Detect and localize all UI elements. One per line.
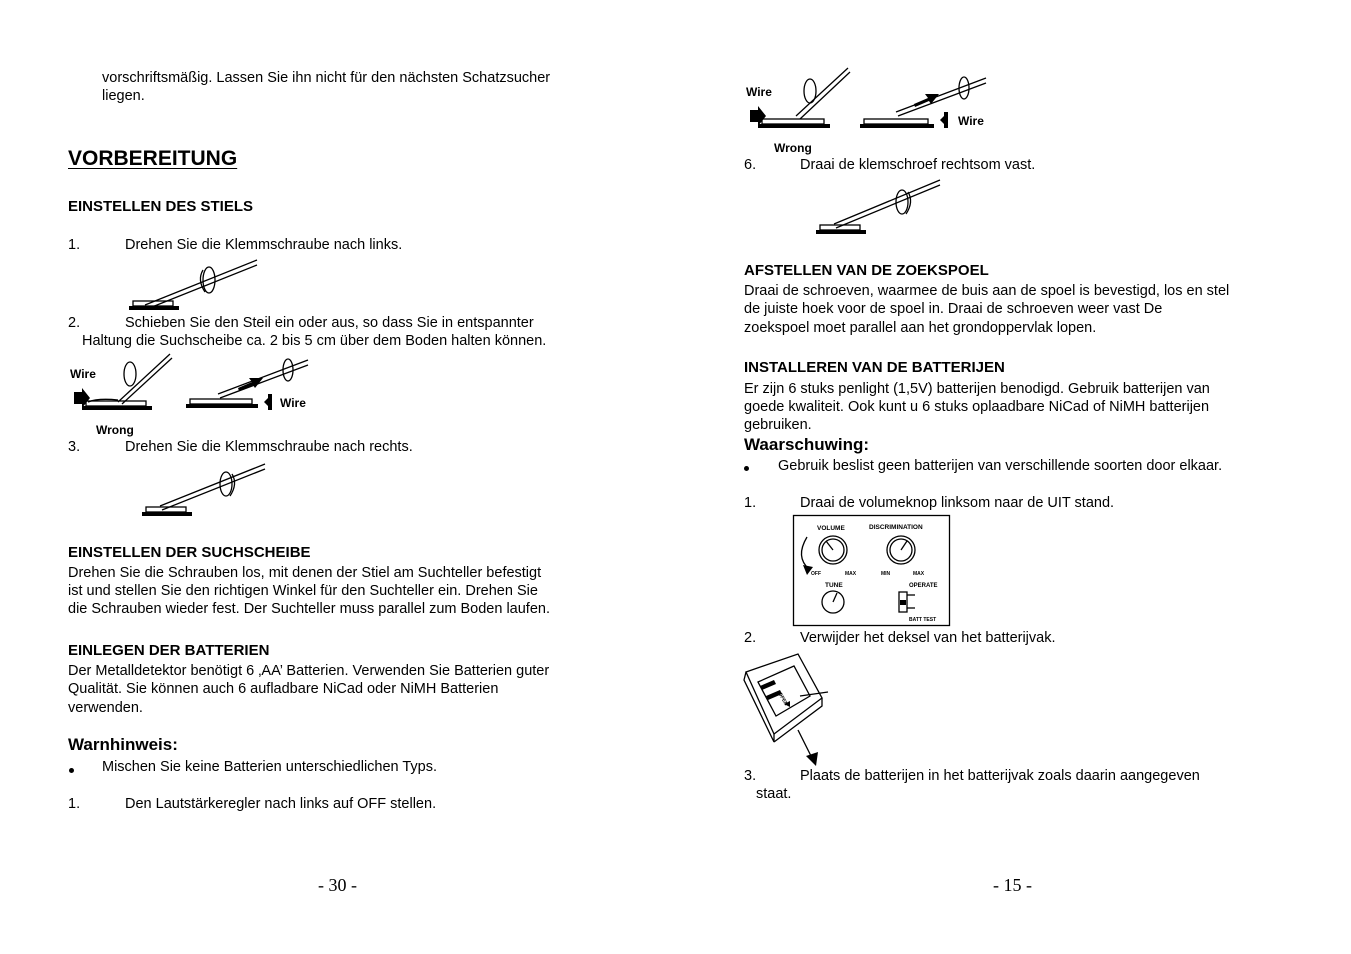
- step-text-cont: Haltung die Suchscheibe ca. 2 bis 5 cm über dem Boden halten können.: [82, 333, 547, 349]
- warning-heading: Warnhinweis:: [68, 735, 178, 754]
- heading-zoekspoel: AFSTELLEN VAN DE ZOEKSPOEL: [744, 262, 989, 279]
- detector-coil-icon: [814, 176, 944, 238]
- panel-label-min: MIN: [881, 571, 891, 577]
- heading-batterijen: INSTALLEREN VAN DE BATTERIJEN: [744, 359, 1005, 376]
- step-number: 1.: [68, 237, 81, 253]
- warning-heading: Waarschuwing:: [744, 435, 869, 454]
- step-text: Verwijder het deksel van het batterijvak.: [800, 630, 1056, 646]
- step-text: Draai de volumeknop linksom naar de UIT stand.: [800, 495, 1115, 511]
- figure-label-wrong: Wrong: [96, 423, 134, 437]
- battery-cover-icon: [744, 652, 834, 768]
- step-number: 1.: [68, 796, 81, 812]
- warning-bullet-text: Gebruik beslist geen batterijen van verschillende soorten door elkaar.: [778, 458, 1223, 474]
- step-text: Draai de klemschroef rechtsom vast.: [800, 157, 1036, 173]
- paragraph-line: Drehen Sie die Schrauben los, mit denen der Stiel am Suchteller befestigt: [68, 565, 542, 581]
- cover-label-open: OPEN: [776, 691, 789, 707]
- step-text-cont: staat.: [756, 786, 792, 802]
- step-text: Schieben Sie den Steil ein oder aus, so dass Sie in entspannter: [125, 315, 534, 331]
- figure-label-wrong: Wrong: [774, 141, 812, 155]
- paragraph-line: zoekspoel moet parallel aan het grondoppervlak lopen.: [744, 320, 1097, 336]
- bullet-dot-icon: [744, 466, 749, 471]
- figure-label-wire: Wire: [958, 114, 984, 128]
- heading-batterien: EINLEGEN DER BATTERIEN: [68, 642, 270, 659]
- paragraph-line: Der Metalldetektor benötigt 6 ‚AA’ Batterien. Verwenden Sie Batterien guter: [68, 663, 550, 679]
- step-text: Plaats de batterijen in het batterijvak zoals daarin aangegeven: [800, 768, 1200, 784]
- panel-label-operate: OPERATE: [909, 583, 938, 589]
- step-number: 6.: [744, 157, 757, 173]
- paragraph-line: ist und stellen Sie den richtigen Winkel für den Suchteller ein. Drehen Sie: [68, 583, 538, 599]
- step-number: 2.: [68, 315, 81, 331]
- step-number: 3.: [68, 439, 81, 455]
- panel-label-max: MAX: [845, 571, 857, 577]
- paragraph-line: Er zijn 6 stuks penlight (1,5V) batterijen benodigd. Gebruik batterijen van: [744, 381, 1210, 397]
- step-number: 3.: [744, 768, 757, 784]
- warning-bullet-text: Mischen Sie keine Batterien unterschiedlichen Typs.: [102, 759, 438, 775]
- page-number: - 30 -: [318, 875, 357, 895]
- panel-label-off: OFF: [811, 571, 821, 577]
- continued-text-line1: vorschriftsmäßig. Lassen Sie ihn nicht für den nächsten Schatzsucher: [102, 70, 551, 86]
- detector-coil-icon: [125, 256, 265, 318]
- paragraph-line: Qualität. Sie können auch 6 aufladbare NiCad oder NiMH Batterien: [68, 681, 499, 697]
- page-number: - 15 -: [993, 875, 1032, 895]
- panel-label-tune: TUNE: [825, 582, 843, 589]
- continued-text-line2: liegen.: [102, 88, 145, 104]
- step-number: 1.: [744, 495, 757, 511]
- paragraph-line: die Schrauben wieder fest. Der Suchteller muss parallel zum Boden laufen.: [68, 601, 550, 617]
- step-text: Den Lautstärkeregler nach links auf OFF stellen.: [125, 796, 437, 812]
- detector-coil-icon: [140, 460, 270, 520]
- panel-label-max: MAX: [913, 571, 925, 577]
- panel-label-batt-test: BATT TEST: [909, 617, 937, 623]
- panel-label-discrimination: DISCRIMINATION: [869, 524, 923, 531]
- paragraph-line: verwenden.: [68, 700, 143, 716]
- paragraph-line: goede kwaliteit. Ook kunt u 6 stuks oplaadbare NiCad of NiMH batterijen: [744, 399, 1210, 415]
- heading-stiel: EINSTELLEN DES STIELS: [68, 198, 254, 215]
- wire-arrow-icon: [744, 66, 994, 158]
- control-panel-icon: [793, 515, 951, 627]
- figure-label-wire: Wire: [70, 367, 96, 381]
- panel-label-volume: VOLUME: [817, 525, 845, 532]
- wire-arrow-icon: [68, 352, 318, 438]
- figure-label-wire: Wire: [746, 85, 772, 99]
- step-text: Drehen Sie die Klemmschraube nach links.: [125, 237, 403, 253]
- paragraph-line: Draai de schroeven, waarmee de buis aan de spoel is bevestigd, los en stel: [744, 283, 1230, 299]
- paragraph-line: de juiste hoek voor de spoel in. Draai de schroeven weer vast De: [744, 301, 1163, 317]
- step-number: 2.: [744, 630, 757, 646]
- heading-suchscheibe: EINSTELLEN DER SUCHSCHEIBE: [68, 544, 311, 561]
- figure-label-wire: Wire: [280, 396, 306, 410]
- step-text: Drehen Sie die Klemmschraube nach rechts.: [125, 439, 413, 455]
- bullet-dot-icon: [69, 768, 74, 773]
- section-title: VORBEREITUNG: [68, 147, 238, 170]
- paragraph-line: gebruiken.: [744, 417, 812, 433]
